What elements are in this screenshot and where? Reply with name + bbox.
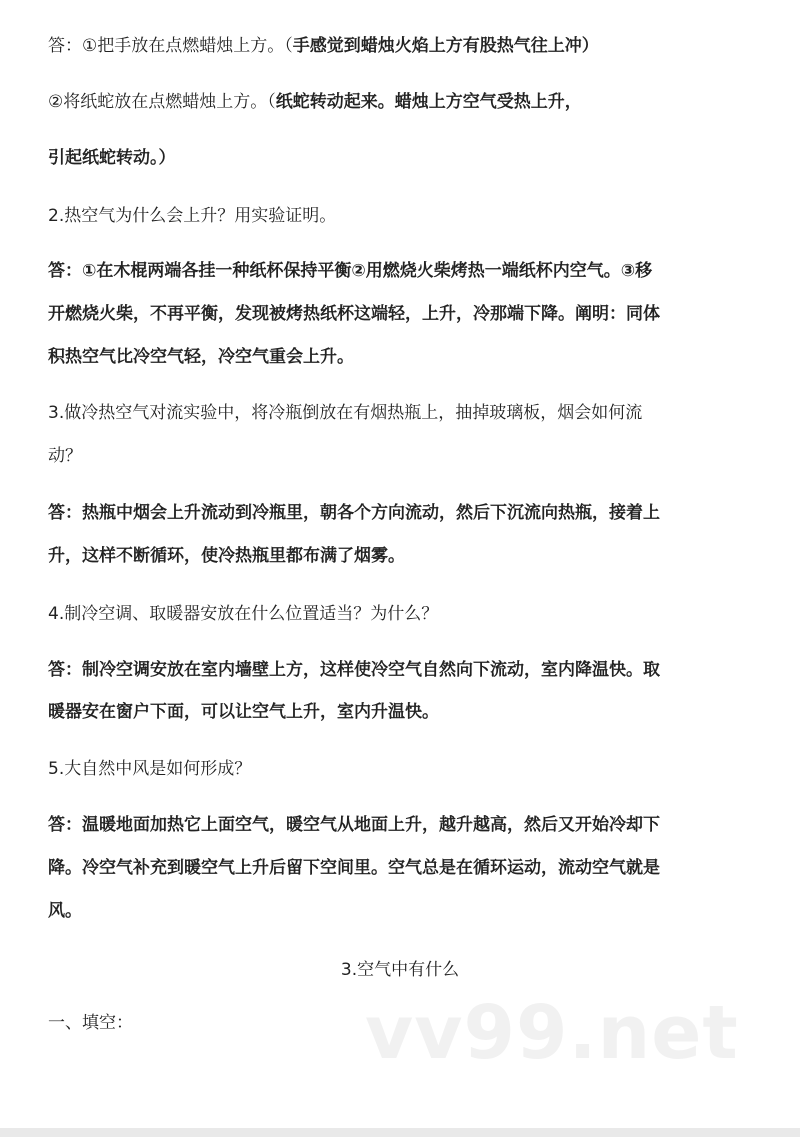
q4-question: 4.制冷空调、取暖器安放在什么位置适当？为什么？ — [48, 604, 439, 624]
page-bottom-edge — [0, 1128, 800, 1137]
section-subtitle: 一、填空： — [48, 1013, 133, 1033]
q1-step1-result: 手感觉到蜡烛火焰上方有股热气往上冲） — [292, 36, 599, 56]
q1-step2-continuation: 引起纸蛇转动。） — [48, 148, 176, 168]
q3-question-line-2: 动？ — [48, 446, 82, 466]
q2-answer-line-3: 积热空气比冷空气轻，冷空气重会上升。 — [48, 347, 354, 367]
q1-step2-result: 纸蛇转动起来。蜡烛上方空气受热上升， — [275, 92, 582, 112]
watermark-logo: vv99.net — [365, 990, 739, 1076]
q5-answer-line-2: 降。冷空气补充到暖空气上升后留下空间里。空气总是在循环运动，流动空气就是 — [48, 858, 660, 878]
q1-step2-text: ②将纸蛇放在点燃蜡烛上方。（ — [48, 92, 276, 112]
q2-answer-line-2: 开燃烧火柴，不再平衡，发现被烤热纸杯这端轻，上升，冷那端下降。阐明：同体 — [48, 304, 660, 324]
q3-answer-line-2: 升，这样不断循环，使冷热瓶里都布满了烟雾。 — [48, 546, 405, 566]
q4-answer-line-2: 暖器安在窗户下面，可以让空气上升，室内升温快。 — [48, 702, 439, 722]
q1-step1 — [48, 34, 599, 58]
q5-question: 5.大自然中风是如何形成？ — [48, 759, 252, 779]
q5-answer-line-3: 风。 — [48, 901, 82, 921]
q3-answer-line-1: 答：热瓶中烟会上升流动到冷瓶里，朝各个方向流动，然后下沉流向热瓶，接着上 — [48, 503, 660, 523]
q1-step2 — [48, 90, 582, 114]
q1-step1-text: 答：①把手放在点燃蜡烛上方。（ — [48, 36, 293, 56]
section-title: 3.空气中有什么 — [340, 960, 460, 980]
q2-answer-line-1: 答：①在木棍两端各挂一种纸杯保持平衡②用燃烧火柴烤热一端纸杯内空气。③移 — [48, 261, 653, 281]
q5-answer-line-1: 答：温暖地面加热它上面空气，暖空气从地面上升，越升越高，然后又开始冷却下 — [48, 815, 660, 835]
q4-answer-line-1: 答：制冷空调安放在室内墙壁上方，这样使冷空气自然向下流动，室内降温快。取 — [48, 660, 660, 680]
q2-question: 2.热空气为什么会上升？用实验证明。 — [48, 206, 337, 226]
q3-question-line-1: 3.做冷热空气对流实验中，将冷瓶倒放在有烟热瓶上，抽掉玻璃板，烟会如何流 — [48, 403, 643, 423]
